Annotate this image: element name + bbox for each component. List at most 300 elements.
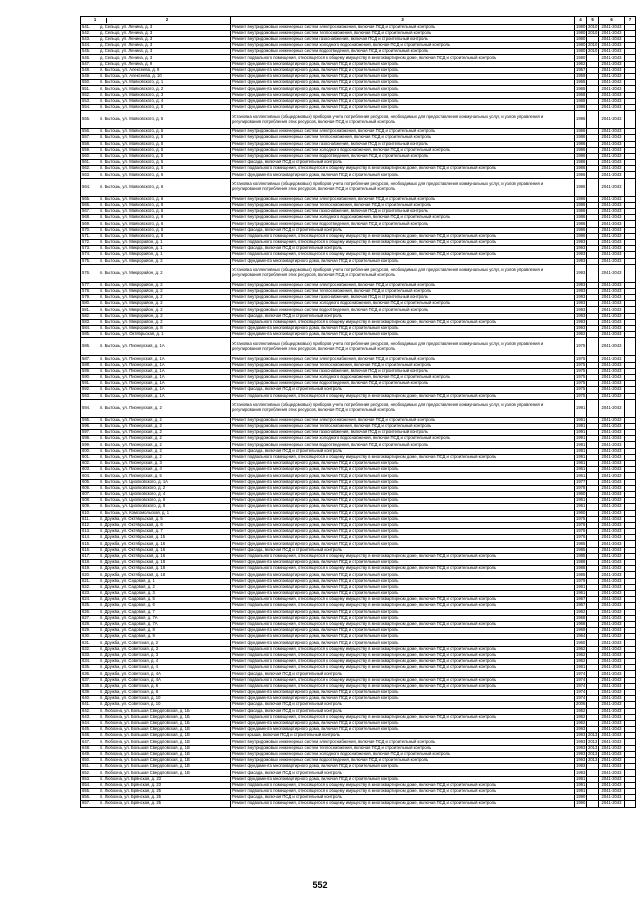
row-work-type: Ремонт внутридомовых инженерных систем электроснабжения, включая ПСД и строительный контроль bbox=[231, 282, 575, 288]
row-address: п. Бытошь, ул. Маяковского, д. 5 bbox=[100, 116, 164, 122]
row-build-year: 1993 bbox=[576, 745, 586, 750]
row-planned-period: 2041-2043 bbox=[599, 258, 625, 264]
row-number: 648. bbox=[82, 745, 91, 750]
row-build-year: 1961 bbox=[576, 472, 586, 478]
row-work-type: Ремонт фундамента многоквартирного дома, включая ПСД и строительный контроль bbox=[231, 572, 575, 578]
row-work-type: Ремонт фундамента многоквартирного дома, включая ПСД и строительный контроль bbox=[231, 516, 575, 522]
row-planned-period: 2041-2043 bbox=[599, 92, 625, 98]
row-work-type: Ремонт внутридомовых инженерных систем электроснабжения, включая ПСД и строительный контроль bbox=[231, 129, 575, 135]
row-build-year: 1986 bbox=[576, 202, 586, 207]
row-build-year: 1974 bbox=[576, 689, 586, 695]
row-number: 643. bbox=[82, 714, 91, 719]
row-work-type: Ремонт внутридомовых инженерных систем водоотведения, включая ПСД и строительный контроль bbox=[231, 758, 575, 764]
row-number: 644. bbox=[82, 720, 91, 726]
row-planned-period: 2041-2043 bbox=[599, 338, 625, 356]
row-build-year: 1986 bbox=[575, 178, 587, 196]
row-work-type: Ремонт внутридомовых инженерных систем электроснабжения, включая ПСД и строительный контроль bbox=[231, 24, 575, 30]
row-address: п. Бытошь, ул. Микрорайон, д. 1 bbox=[100, 245, 163, 251]
row-work-type: Ремонт фундамента многоквартирного дома, включая ПСД и строительный контроль bbox=[231, 104, 575, 110]
row-number: 654. bbox=[82, 782, 91, 787]
row-planned-period: 2041-2043 bbox=[599, 430, 625, 436]
row-last-repair-year: 2010 bbox=[588, 48, 598, 54]
row-build-year: 1969 bbox=[576, 627, 586, 633]
row-build-year: 1959 bbox=[576, 73, 586, 79]
row-planned-period: 2041-2043 bbox=[599, 677, 625, 683]
row-number: 612. bbox=[82, 522, 91, 528]
row-build-year: 1967 bbox=[576, 596, 586, 602]
row-build-year: 1979 bbox=[576, 578, 586, 583]
row-planned-period: 2041-2043 bbox=[599, 795, 625, 801]
row-work-type: Ремонт внутридомовых инженерных систем газоснабжения, включая ПСД и строительный контроль bbox=[231, 36, 575, 42]
row-number: 645. bbox=[82, 726, 91, 732]
row-planned-period: 2041-2043 bbox=[599, 264, 625, 282]
row-work-type: Ремонт фундамента многоквартирного дома, включая ПСД и строительный контроль bbox=[231, 776, 575, 782]
row-address: п. Дружба, ул. Советская, д. 2 bbox=[100, 639, 159, 645]
row-note bbox=[625, 178, 636, 196]
row-planned-period: 2041-2043 bbox=[599, 516, 625, 522]
row-build-year: 1993 bbox=[576, 288, 586, 294]
row-address: п. Дружба, ул. Октябрьская, д. 7 bbox=[100, 528, 163, 534]
row-build-year: 1975 bbox=[576, 393, 586, 398]
row-last-repair-year bbox=[587, 178, 599, 196]
row-planned-period: 2041-2043 bbox=[599, 423, 625, 429]
row-work-type: Ремонт фундамента многоквартирного дома, включая ПСД и строительный контроль bbox=[231, 689, 575, 695]
row-build-year: 1974 bbox=[576, 670, 586, 676]
row-number: 558. bbox=[82, 141, 91, 146]
row-work-type: Ремонт фундамента многоквартирного дома, включая ПСД и строительный контроль bbox=[231, 172, 575, 178]
row-address: п. Дружба, ул. Садовая, д. 7А bbox=[100, 621, 158, 627]
row-build-year: 1993 bbox=[576, 763, 586, 769]
row-address: п. Дружба, ул. Октябрьская, д. 18 bbox=[100, 571, 166, 577]
row-work-type: Ремонт фундамента многоквартирного дома, включая ПСД и строительный контроль bbox=[231, 61, 575, 67]
row-work-type: Ремонт подвального помещения, относящегося к общему имуществу в многоквартирном доме, включая ПСД и строительный контроль bbox=[231, 801, 575, 807]
row-planned-period: 2041-2043 bbox=[599, 436, 625, 442]
row-address: п. Бытошь, ул. Пионерская, д. 2 bbox=[100, 441, 162, 447]
row-planned-period: 2041-2043 bbox=[599, 43, 625, 49]
row-work-type: Установка коллективных (общедомовых) приборов учета потребления ресурсов, необходимых для предоставления коммунальных услуг, и узлов управления и регулирования потребления этих ресурсов, включая ПСД и строительный контроль bbox=[231, 111, 575, 129]
register-sheet bbox=[80, 16, 635, 808]
row-address: п. Дружба, ул. Октябрьская, д. 18 bbox=[100, 559, 166, 565]
row-work-type: Ремонт внутридомовых инженерных систем холодного водоснабжения, включая ПСД и строительный контроль bbox=[231, 43, 575, 49]
row-build-year: 1978 bbox=[576, 485, 586, 490]
row-planned-period: 2041-2043 bbox=[599, 504, 625, 510]
row-build-year: 1986 bbox=[576, 227, 586, 232]
row-number: 563. bbox=[82, 171, 91, 177]
row-work-type: Ремонт внутридомовых инженерных систем теплоснабжения, включая ПСД и строительный контроль bbox=[231, 745, 575, 751]
row-number: 582. bbox=[82, 313, 91, 318]
row-number: 640. bbox=[82, 695, 91, 701]
row-last-repair-year: 2013 bbox=[588, 757, 598, 763]
row-work-type: Ремонт подвального помещения, относящегося к общему имуществу в многоквартирном доме, включая ПСД и строительный контроль bbox=[231, 319, 575, 325]
row-number: 632. bbox=[82, 646, 91, 651]
row-planned-period: 2041-2043 bbox=[599, 467, 625, 473]
row-build-year: 1975 bbox=[576, 516, 586, 521]
row-address: п. Бытошь, ул. Микрорайон, д. 2 bbox=[100, 258, 163, 263]
row-build-year: 1993 bbox=[576, 282, 586, 287]
row-address: п. Бытошь, ул. Микрорайон, д. 8 bbox=[100, 325, 163, 331]
row-number: 564. bbox=[82, 183, 91, 189]
row-address-cell bbox=[81, 264, 231, 282]
row-work-type: Установка коллективных (общедомовых) приборов учета потребления ресурсов, необходимых для предоставления коммунальных услуг, и узлов управления и регулирования потребления этих ресурсов, включая ПСД и строительный контроль bbox=[231, 264, 575, 282]
row-build-year: 1988 bbox=[576, 565, 586, 571]
row-planned-period: 2041-2043 bbox=[599, 529, 625, 535]
row-build-year: 1991 bbox=[576, 417, 586, 422]
row-planned-period: 2041-2043 bbox=[599, 578, 625, 584]
page-number: 552 bbox=[312, 880, 328, 890]
row-work-type: Ремонт фундамента многоквартирного дома, включая ПСД и строительный контроль bbox=[231, 80, 575, 86]
row-planned-period: 2041-2043 bbox=[599, 313, 625, 319]
row-planned-period: 2041-2043 bbox=[599, 751, 625, 757]
row-number: 647. bbox=[82, 738, 91, 744]
row-work-type: Ремонт фундамента многоквартирного дома, включая ПСД и строительный контроль bbox=[231, 727, 575, 733]
row-work-type: Ремонт фасада, включая ПСД и строительный контроль bbox=[231, 770, 575, 776]
row-work-type: Ремонт фасада, включая ПСД и строительный контроль bbox=[231, 702, 575, 708]
row-planned-period: 2041-2043 bbox=[599, 498, 625, 504]
row-build-year: 1980 bbox=[576, 24, 586, 29]
row-planned-period: 2041-2043 bbox=[599, 782, 625, 788]
row-build-year: 1968 bbox=[576, 92, 586, 97]
row-build-year: 1990 bbox=[576, 794, 586, 800]
row-address: п. Бытошь, ул. Маяковского, д. 6 bbox=[100, 208, 164, 214]
header-col-7: 7 bbox=[625, 17, 636, 25]
row-number: 653. bbox=[82, 776, 91, 781]
row-planned-period: 2041-2043 bbox=[599, 584, 625, 590]
row-planned-period: 2041-2043 bbox=[599, 491, 625, 497]
row-work-type: Ремонт фундамента многоквартирного дома, включая ПСД и строительный контроль bbox=[231, 628, 575, 634]
row-address: п. Бытошь, ул. Пионерская, д. 3 bbox=[100, 460, 162, 466]
row-number: 553. bbox=[82, 98, 91, 103]
row-last-repair-year bbox=[587, 801, 599, 807]
row-number: 614. bbox=[82, 534, 91, 540]
row-number: 620. bbox=[82, 571, 91, 577]
row-planned-period: 2041-2043 bbox=[599, 603, 625, 609]
header-col-2: 2 bbox=[106, 18, 227, 23]
row-planned-period: 2041-2043 bbox=[599, 461, 625, 467]
row-build-year: 1986 bbox=[576, 153, 586, 159]
row-work-type: Ремонт фундамента многоквартирного дома, включая ПСД и строительный контроль bbox=[231, 326, 575, 332]
row-address: п. Бытошь, ул. Циолковского, д. 1А bbox=[100, 479, 168, 484]
row-build-year: 1961 bbox=[576, 497, 586, 503]
row-address: п. Любохна, ул. Брянская, д. 25 bbox=[100, 788, 161, 794]
row-planned-period: 2041-2043 bbox=[599, 393, 625, 399]
row-address: п. Дружба, ул. Садовая, д. 3 bbox=[100, 590, 155, 596]
row-planned-period: 2041-2043 bbox=[599, 111, 625, 129]
row-planned-period: 2041-2043 bbox=[599, 448, 625, 454]
row-number: 603. bbox=[82, 466, 91, 472]
row-work-type: Ремонт фундамента многоквартирного дома, включая ПСД и строительный контроль bbox=[231, 541, 575, 547]
row-address: п. Любохна, ул. Брянская, д. 25 bbox=[100, 800, 161, 806]
row-planned-period: 2041-2043 bbox=[599, 368, 625, 374]
row-note bbox=[625, 264, 636, 282]
row-number: 635. bbox=[82, 664, 91, 670]
row-number: 646. bbox=[82, 732, 91, 738]
row-number: 550. bbox=[82, 79, 91, 85]
row-work-type: Ремонт подвального помещения, относящегося к общему имуществу в многоквартирном доме, включая ПСД и строительный контроль bbox=[231, 782, 575, 788]
row-build-year: 1986 bbox=[576, 165, 586, 171]
row-work-type: Ремонт фундамента многоквартирного дома, включая ПСД и строительный контроль bbox=[231, 485, 575, 491]
table-body bbox=[81, 24, 636, 807]
row-address: п. Бытошь, ул. Пионерская, д. 1А bbox=[100, 374, 165, 380]
row-planned-period: 2041-2043 bbox=[599, 160, 625, 166]
row-planned-period: 2041-2043 bbox=[599, 233, 625, 239]
row-number: 552. bbox=[82, 92, 91, 97]
row-address: п. Бытошь, ул. Пионерская, д. 1А bbox=[100, 355, 165, 361]
row-build-year: 2006 bbox=[576, 701, 586, 707]
row-build-year: 1975 bbox=[575, 338, 587, 356]
row-note bbox=[625, 111, 636, 129]
row-last-repair-year: 2013 bbox=[588, 751, 598, 756]
row-work-type: Ремонт подвального помещения, относящегося к общему имуществу в многоквартирном доме, включая ПСД и строительный контроль bbox=[231, 659, 575, 665]
row-number: 652. bbox=[82, 769, 91, 775]
row-work-type: Ремонт фундамента многоквартирного дома, включая ПСД и строительный контроль bbox=[231, 522, 575, 528]
row-number: 633. bbox=[82, 652, 91, 657]
row-build-year: 1993 bbox=[576, 738, 586, 744]
row-build-year: 1975 bbox=[576, 386, 586, 392]
row-planned-period: 2041-2043 bbox=[599, 590, 625, 596]
row-address: д. Сельцо, ул. Ленина, д. 3 bbox=[100, 48, 153, 54]
table-row bbox=[81, 264, 636, 282]
row-number: 565. bbox=[82, 196, 91, 201]
row-planned-period: 2041-2043 bbox=[599, 479, 625, 485]
row-number: 544. bbox=[82, 42, 91, 48]
row-number: 576. bbox=[82, 269, 91, 275]
row-work-type: Ремонт фасада, включая ПСД и строительный контроль bbox=[231, 246, 575, 252]
row-work-type: Ремонт внутридомовых инженерных систем теплоснабжения, включая ПСД и строительный контроль bbox=[231, 362, 575, 368]
row-address: п. Бытошь, ул. Алексеева, д. 10 bbox=[100, 73, 162, 79]
row-build-year: 1965 bbox=[576, 85, 586, 91]
row-number: 551. bbox=[82, 85, 91, 91]
row-work-type: Ремонт внутридомовых инженерных систем водоотведения, включая ПСД и строительный контроль bbox=[231, 381, 575, 387]
row-address: п. Бытошь, ул. Пионерская, д. 1А bbox=[100, 393, 165, 398]
row-planned-period: 2041-2043 bbox=[599, 628, 625, 634]
row-work-type: Ремонт внутридомовых инженерных систем холодного водоснабжения, включая ПСД и строительный контроль bbox=[231, 374, 575, 380]
row-work-type: Ремонт подвального помещения, относящегося к общему имуществу в многоквартирном доме, включая ПСД и строительный контроль bbox=[231, 603, 575, 609]
row-planned-period: 2041-2043 bbox=[599, 172, 625, 178]
row-planned-period: 2041-2043 bbox=[599, 442, 625, 448]
row-build-year: 1986 bbox=[576, 134, 586, 140]
row-work-type: Ремонт фундамента многоквартирного дома, включая ПСД и строительный контроль bbox=[231, 74, 575, 80]
row-build-year: 1962 bbox=[576, 652, 586, 657]
row-number: 584. bbox=[82, 325, 91, 331]
row-address: п. Дружба, ул. Садовая, д. 8 bbox=[100, 627, 155, 633]
row-build-year: 1991 bbox=[576, 776, 586, 781]
row-address: п. Дружба, ул. Садовая, д. 5 bbox=[100, 596, 155, 602]
row-number: 639. bbox=[82, 689, 91, 695]
row-number: 581. bbox=[82, 306, 91, 312]
row-work-type: Ремонт фундамента многоквартирного дома, включая ПСД и строительный контроль bbox=[231, 498, 575, 504]
row-work-type: Ремонт внутридомовых инженерных систем теплоснабжения, включая ПСД и строительный контроль bbox=[231, 135, 575, 141]
row-number: 599. bbox=[82, 441, 91, 447]
row-last-repair-year bbox=[587, 399, 599, 417]
row-planned-period: 2041-2043 bbox=[599, 646, 625, 652]
row-last-repair-year bbox=[587, 338, 599, 356]
row-planned-period: 2041-2043 bbox=[599, 381, 625, 387]
row-planned-period: 2041-2043 bbox=[599, 295, 625, 301]
row-work-type: Ремонт фундамента многоквартирного дома, включая ПСД и строительный контроль bbox=[231, 473, 575, 479]
row-planned-period: 2041-2043 bbox=[599, 215, 625, 221]
row-build-year: 1986 bbox=[576, 196, 586, 201]
row-work-type: Ремонт подвального помещения, относящегося к общему имуществу в многоквартирном доме, включая ПСД и строительный контроль bbox=[231, 55, 575, 61]
row-build-year: 1993 bbox=[576, 251, 586, 257]
row-build-year: 1960 bbox=[576, 639, 586, 645]
row-address: п. Бытошь, ул. Микрорайон, д. 2 bbox=[100, 294, 163, 300]
row-number: 624. bbox=[82, 596, 91, 602]
row-work-type: Ремонт подвального помещения, относящегося к общему имуществу в многоквартирном доме, включая ПСД и строительный контроль bbox=[231, 454, 575, 460]
row-number: 569. bbox=[82, 220, 91, 226]
row-address: д. Сельцо, ул. Ленина, д. 3 bbox=[100, 24, 153, 29]
row-work-type: Ремонт подвального помещения, относящегося к общему имуществу в многоквартирном доме, включая ПСД и строительный контроль bbox=[231, 553, 575, 559]
row-work-type: Ремонт фундамента многоквартирного дома, включая ПСД и строительный контроль bbox=[231, 92, 575, 98]
row-address-cell bbox=[81, 178, 231, 196]
row-build-year: 1974 bbox=[576, 677, 586, 682]
row-build-year: 1968 bbox=[576, 98, 586, 103]
row-address: п. Дружба, ул. Садовая, д. 7 bbox=[100, 609, 155, 614]
row-build-year: 1964 bbox=[576, 633, 586, 639]
row-build-year: 1986 bbox=[576, 147, 586, 152]
header-col-1: 1 bbox=[93, 16, 97, 22]
row-planned-period: 2041-2043 bbox=[599, 572, 625, 578]
row-work-type: Ремонт внутридомовых инженерных систем теплоснабжения, включая ПСД и строительный контроль bbox=[231, 202, 575, 208]
row-number: 545. bbox=[82, 48, 91, 54]
row-work-type: Ремонт крыши, включая ПСД и строительный контроль bbox=[231, 733, 575, 739]
row-number: 543. bbox=[82, 36, 91, 42]
row-planned-period: 2041-2043 bbox=[599, 553, 625, 559]
row-address: п. Дружба, ул. Октябрьская, д. 18 bbox=[100, 565, 166, 571]
table-row bbox=[81, 111, 636, 129]
row-work-type: Ремонт внутридомовых инженерных систем холодного водоснабжения, включая ПСД и строительный контроль bbox=[231, 147, 575, 153]
row-planned-period: 2041-2043 bbox=[599, 788, 625, 794]
row-work-type: Ремонт внутридомовых инженерных систем холодного водоснабжения, включая ПСД и строительный контроль bbox=[231, 436, 575, 442]
row-number: 655. bbox=[82, 788, 91, 794]
row-build-year: 1985 bbox=[576, 571, 586, 577]
row-planned-period: 2041-2043 bbox=[599, 98, 625, 104]
row-planned-period: 2041-2043 bbox=[599, 86, 625, 92]
row-address: п. Бытошь, ул. Циолковского, д. 2 bbox=[100, 485, 166, 490]
row-address: п. Бытошь, ул. Микрорайон, д. 2 bbox=[100, 288, 163, 294]
row-address: п. Бытошь, ул. Маяковского, д. 3 bbox=[100, 92, 164, 97]
row-number: 561. bbox=[82, 159, 91, 165]
row-number: 575. bbox=[82, 258, 91, 263]
row-build-year: 1988 bbox=[576, 559, 586, 565]
row-address: п. Бытошь, ул. Маяковского, д. 6 bbox=[100, 202, 164, 207]
row-build-year: 1960 bbox=[576, 510, 586, 515]
row-address: п. Дружба, ул. Советская, д. 4А bbox=[100, 670, 161, 676]
row-planned-period: 2041-2043 bbox=[599, 301, 625, 307]
row-number: 598. bbox=[82, 435, 91, 441]
row-build-year: 1993 bbox=[576, 757, 586, 763]
row-planned-period: 2041-2043 bbox=[599, 36, 625, 42]
row-build-year: 1975 bbox=[576, 380, 586, 386]
row-build-year: 1991 bbox=[576, 788, 586, 794]
row-planned-period: 2041-2043 bbox=[599, 541, 625, 547]
row-work-type: Ремонт фундамента многоквартирного дома, включая ПСД и строительный контроль bbox=[231, 86, 575, 92]
row-address: п. Бытошь, ул. Пионерская, д. 2 bbox=[100, 448, 162, 453]
row-planned-period: 2041-2043 bbox=[599, 80, 625, 86]
row-planned-period: 2041-2043 bbox=[599, 566, 625, 572]
row-work-type: Ремонт внутридомовых инженерных систем электроснабжения, включая ПСД и строительный контроль bbox=[231, 739, 575, 745]
row-number: 609. bbox=[82, 503, 91, 509]
row-work-type: Ремонт фундамента многоквартирного дома, включая ПСД и строительный контроль bbox=[231, 491, 575, 497]
row-build-year: 1975 bbox=[576, 355, 586, 361]
row-build-year: 1991 bbox=[576, 435, 586, 441]
row-address: д. Сельцо, ул. Ленина, д. 3 bbox=[100, 30, 153, 35]
row-number: 548. bbox=[82, 67, 91, 72]
row-number: 583. bbox=[82, 319, 91, 324]
row-planned-period: 2041-2043 bbox=[599, 246, 625, 252]
row-planned-period: 2041-2043 bbox=[599, 714, 625, 720]
row-build-year: 1965 bbox=[576, 79, 586, 85]
table-row bbox=[81, 399, 636, 417]
row-work-type: Установка коллективных (общедомовых) приборов учета потребления ресурсов, необходимых для предоставления коммунальных услуг, и узлов управления и регулирования потребления этих ресурсов, включая ПСД и строительный контроль bbox=[231, 178, 575, 196]
row-number: 613. bbox=[82, 528, 91, 534]
row-work-type: Установка коллективных (общедомовых) приборов учета потребления ресурсов, необходимых для предоставления коммунальных услуг, и узлов управления и регулирования потребления этих ресурсов, включая ПСД и строительный контроль bbox=[231, 399, 575, 417]
row-build-year: 1986 bbox=[576, 104, 586, 110]
row-work-type: Ремонт фундамента многоквартирного дома, включая ПСД и строительный контроль bbox=[231, 560, 575, 566]
row-address: п. Бытошь, ул. Пионерская, д. 1А bbox=[100, 368, 165, 373]
row-planned-period: 2041-2043 bbox=[599, 671, 625, 677]
row-number: 656. bbox=[82, 794, 91, 800]
row-address: п. Бытошь, ул. Маяковского, д. 5 bbox=[100, 141, 164, 146]
row-work-type: Ремонт внутридомовых инженерных систем водоотведения, включая ПСД и строительный контроль bbox=[231, 221, 575, 227]
row-number: 554. bbox=[82, 104, 91, 110]
row-address: п. Дружба, ул. Советская, д. 6 bbox=[100, 683, 159, 688]
row-work-type: Ремонт фундамента многоквартирного дома, включая ПСД и строительный контроль bbox=[231, 584, 575, 590]
row-note bbox=[625, 801, 636, 807]
row-planned-period: 2041-2043 bbox=[599, 485, 625, 491]
row-work-type: Ремонт внутридомовых инженерных систем газоснабжения, включая ПСД и строительный контроль bbox=[231, 430, 575, 436]
row-build-year: 1986 bbox=[576, 141, 586, 146]
row-build-year: 1993 bbox=[576, 726, 586, 732]
row-number: 629. bbox=[82, 627, 91, 633]
row-build-year: 1993 bbox=[576, 732, 586, 738]
row-address: п. Бытошь, ул. Маяковского, д. 6 bbox=[100, 220, 164, 226]
row-build-year: 1980 bbox=[576, 36, 586, 42]
row-planned-period: 2041-2043 bbox=[599, 652, 625, 658]
row-number: 592. bbox=[82, 386, 91, 392]
row-work-type: Ремонт внутридомовых инженерных систем теплоснабжения, включая ПСД и строительный контроль bbox=[231, 30, 575, 36]
row-number: 642. bbox=[82, 708, 91, 713]
row-work-type: Ремонт подвального помещения, относящегося к общему имуществу в многоквартирном доме, включая ПСД и строительный контроль bbox=[231, 621, 575, 627]
row-number: 542. bbox=[82, 30, 91, 35]
row-address: п. Бытошь, ул. Октябрьская, д. 1 bbox=[100, 331, 164, 337]
row-planned-period: 2041-2043 bbox=[599, 135, 625, 141]
row-number: 651. bbox=[82, 763, 91, 769]
row-address: п. Дружба, ул. Советская, д. 3 bbox=[100, 652, 159, 657]
row-planned-period: 2041-2043 bbox=[599, 770, 625, 776]
row-build-year: 1993 bbox=[576, 306, 586, 312]
row-planned-period: 2041-2043 bbox=[599, 61, 625, 67]
row-build-year: 1961 bbox=[576, 664, 586, 670]
row-build-year: 1986 bbox=[575, 111, 587, 129]
row-work-type: Ремонт фундамента многоквартирного дома, включая ПСД и строительный контроль bbox=[231, 258, 575, 264]
row-planned-period: 2041-2043 bbox=[599, 399, 625, 417]
row-build-year: 1961 bbox=[576, 466, 586, 472]
row-build-year: 1993 bbox=[576, 319, 586, 324]
row-work-type: Ремонт внутридомовых инженерных систем газоснабжения, включая ПСД и строительный контроль bbox=[231, 141, 575, 147]
row-work-type: Ремонт фундамента многоквартирного дома, включая ПСД и строительный контроль bbox=[231, 535, 575, 541]
row-planned-period: 2041-2043 bbox=[599, 454, 625, 460]
row-number: 623. bbox=[82, 590, 91, 596]
row-number: 604. bbox=[82, 472, 91, 478]
row-build-year: 1993 bbox=[576, 239, 586, 245]
row-number: 605. bbox=[82, 479, 91, 484]
row-address: п. Бытошь, ул. Пионерская, д. 5 bbox=[100, 472, 162, 478]
row-planned-period: 2041-2043 bbox=[599, 621, 625, 627]
row-address: п. Бытошь, ул. Пионерская, д. 1А bbox=[100, 343, 165, 349]
row-build-year: 1960 bbox=[576, 491, 586, 497]
table-row bbox=[81, 338, 636, 356]
row-address: п. Бытошь, ул. Циолковского, д. 6 bbox=[100, 497, 166, 503]
